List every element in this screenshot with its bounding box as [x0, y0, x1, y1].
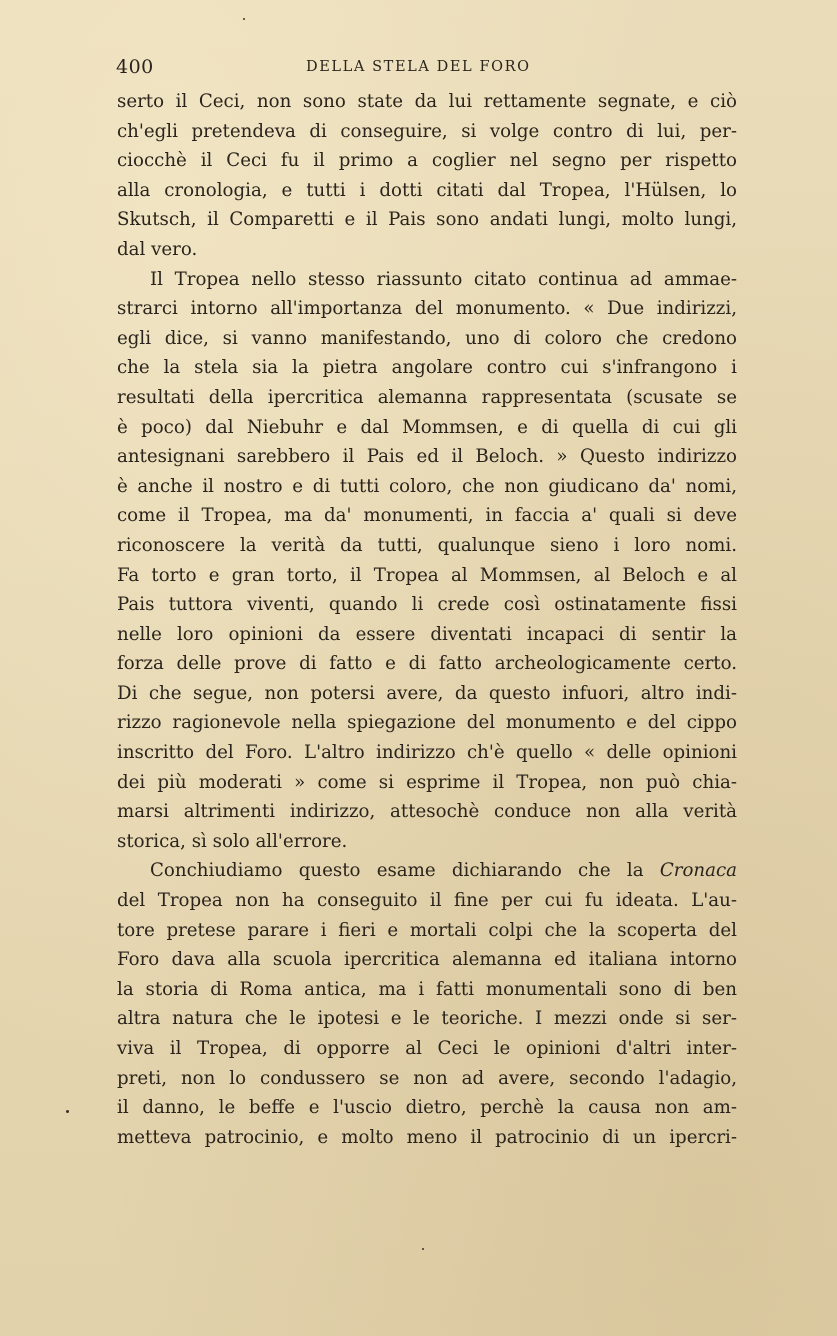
- text-line: ciocchè il Ceci fu il primo a coglier nel segno per rispetto: [117, 150, 737, 172]
- text-line: metteva patrocinio, e molto meno il patrocinio di un ipercri-: [117, 1126, 737, 1148]
- ink-speck: [243, 18, 245, 20]
- page-number: 400: [116, 56, 154, 78]
- text-line: resultati della ipercritica alemanna rappresentata (scusate se: [117, 386, 737, 408]
- text-line: Il Tropea nello stesso riassunto citato continua ad ammae-: [150, 268, 737, 290]
- text-line: preti, non lo condussero se non ad avere, secondo l'adagio,: [117, 1067, 737, 1089]
- text-line: Foro dava alla scuola ipercritica alemanna ed italiana intorno: [117, 949, 737, 971]
- ink-speck: [66, 1110, 69, 1113]
- text-line: come il Tropea, ma da' monumenti, in faccia a' quali si deve: [117, 505, 737, 527]
- text-line: strarci intorno all'importanza del monumento. « Due indirizzi,: [117, 298, 737, 320]
- running-head: [116, 56, 736, 80]
- running-title: DELLA STELA DEL FORO: [306, 59, 531, 75]
- text-line: è poco) dal Niebuhr e dal Mommsen, e di quella di cui gli: [117, 416, 737, 438]
- text-line: storica, sì solo all'errore.: [117, 830, 348, 852]
- text-line: tore pretese parare i fieri e mortali colpi che la scoperta del: [117, 919, 737, 941]
- text-line: viva il Tropea, di opporre al Ceci le opinioni d'altri inter-: [117, 1038, 737, 1059]
- text-line: Skutsch, il Comparetti e il Pais sono andati lungi, molto lungi,: [117, 209, 737, 231]
- text-line: dal vero.: [117, 238, 198, 260]
- text-line: rizzo ragionevole nella spiegazione del monumento e del cippo: [117, 712, 737, 734]
- text-line: nelle loro opinioni da essere diventati incapaci di sentir la: [117, 623, 737, 645]
- text-line: del Tropea non ha conseguito il fine per cui fu ideata. L'au-: [117, 890, 737, 912]
- text-line: il danno, le beffe e l'uscio dietro, perchè la causa non am-: [117, 1097, 737, 1119]
- text-line: Pais tuttora viventi, quando li crede così ostinatamente fissi: [117, 594, 737, 616]
- text-line: [117, 856, 737, 886]
- text-line: inscritto del Foro. L'altro indirizzo ch'è quello « delle opinioni: [117, 742, 737, 764]
- text-line: egli dice, si vanno manifestando, uno di coloro che credono: [117, 327, 737, 349]
- text-line: è anche il nostro e di tutti coloro, che non giudicano da' nomi,: [117, 475, 737, 497]
- text-line: Di che segue, non potersi avere, da questo infuori, altro indi-: [117, 682, 737, 704]
- text-line: dei più moderati » come si esprime il Tropea, non può chia-: [117, 771, 737, 793]
- italic-title: Cronaca: [659, 860, 737, 882]
- paragraph-intro: Conchiudiamo questo esame dichiarando che la: [150, 860, 660, 882]
- text-line: riconoscere la verità da tutti, qualunque sieno i loro nomi.: [117, 534, 737, 556]
- text-line: antesignani sarebbero il Pais ed il Beloch. » Questo indirizzo: [117, 446, 737, 468]
- text-line: altra natura che le ipotesi e le teoriche. I mezzi onde si ser-: [117, 1008, 737, 1030]
- text-line: alla cronologia, e tutti i dotti citati dal Tropea, l'Hülsen, lo: [117, 179, 737, 201]
- text-line: marsi altrimenti indirizzo, attesochè conduce non alla verità: [117, 801, 737, 823]
- ink-speck: [422, 1248, 424, 1250]
- body-text: [117, 87, 737, 1152]
- text-line: forza delle prove di fatto e di fatto archeologicamente certo.: [117, 653, 737, 675]
- text-line: ch'egli pretendeva di conseguire, si volge contro di lui, per-: [117, 120, 737, 142]
- text-line: Fa torto e gran torto, il Tropea al Mommsen, al Beloch e al: [117, 564, 737, 586]
- text-line: la storia di Roma antica, ma i fatti monumentali sono di ben: [117, 978, 737, 1000]
- text-line: che la stela sia la pietra angolare contro cui s'infrangono i: [117, 357, 737, 379]
- text-line: serto il Ceci, non sono state da lui rettamente segnate, e ciò: [117, 91, 737, 112]
